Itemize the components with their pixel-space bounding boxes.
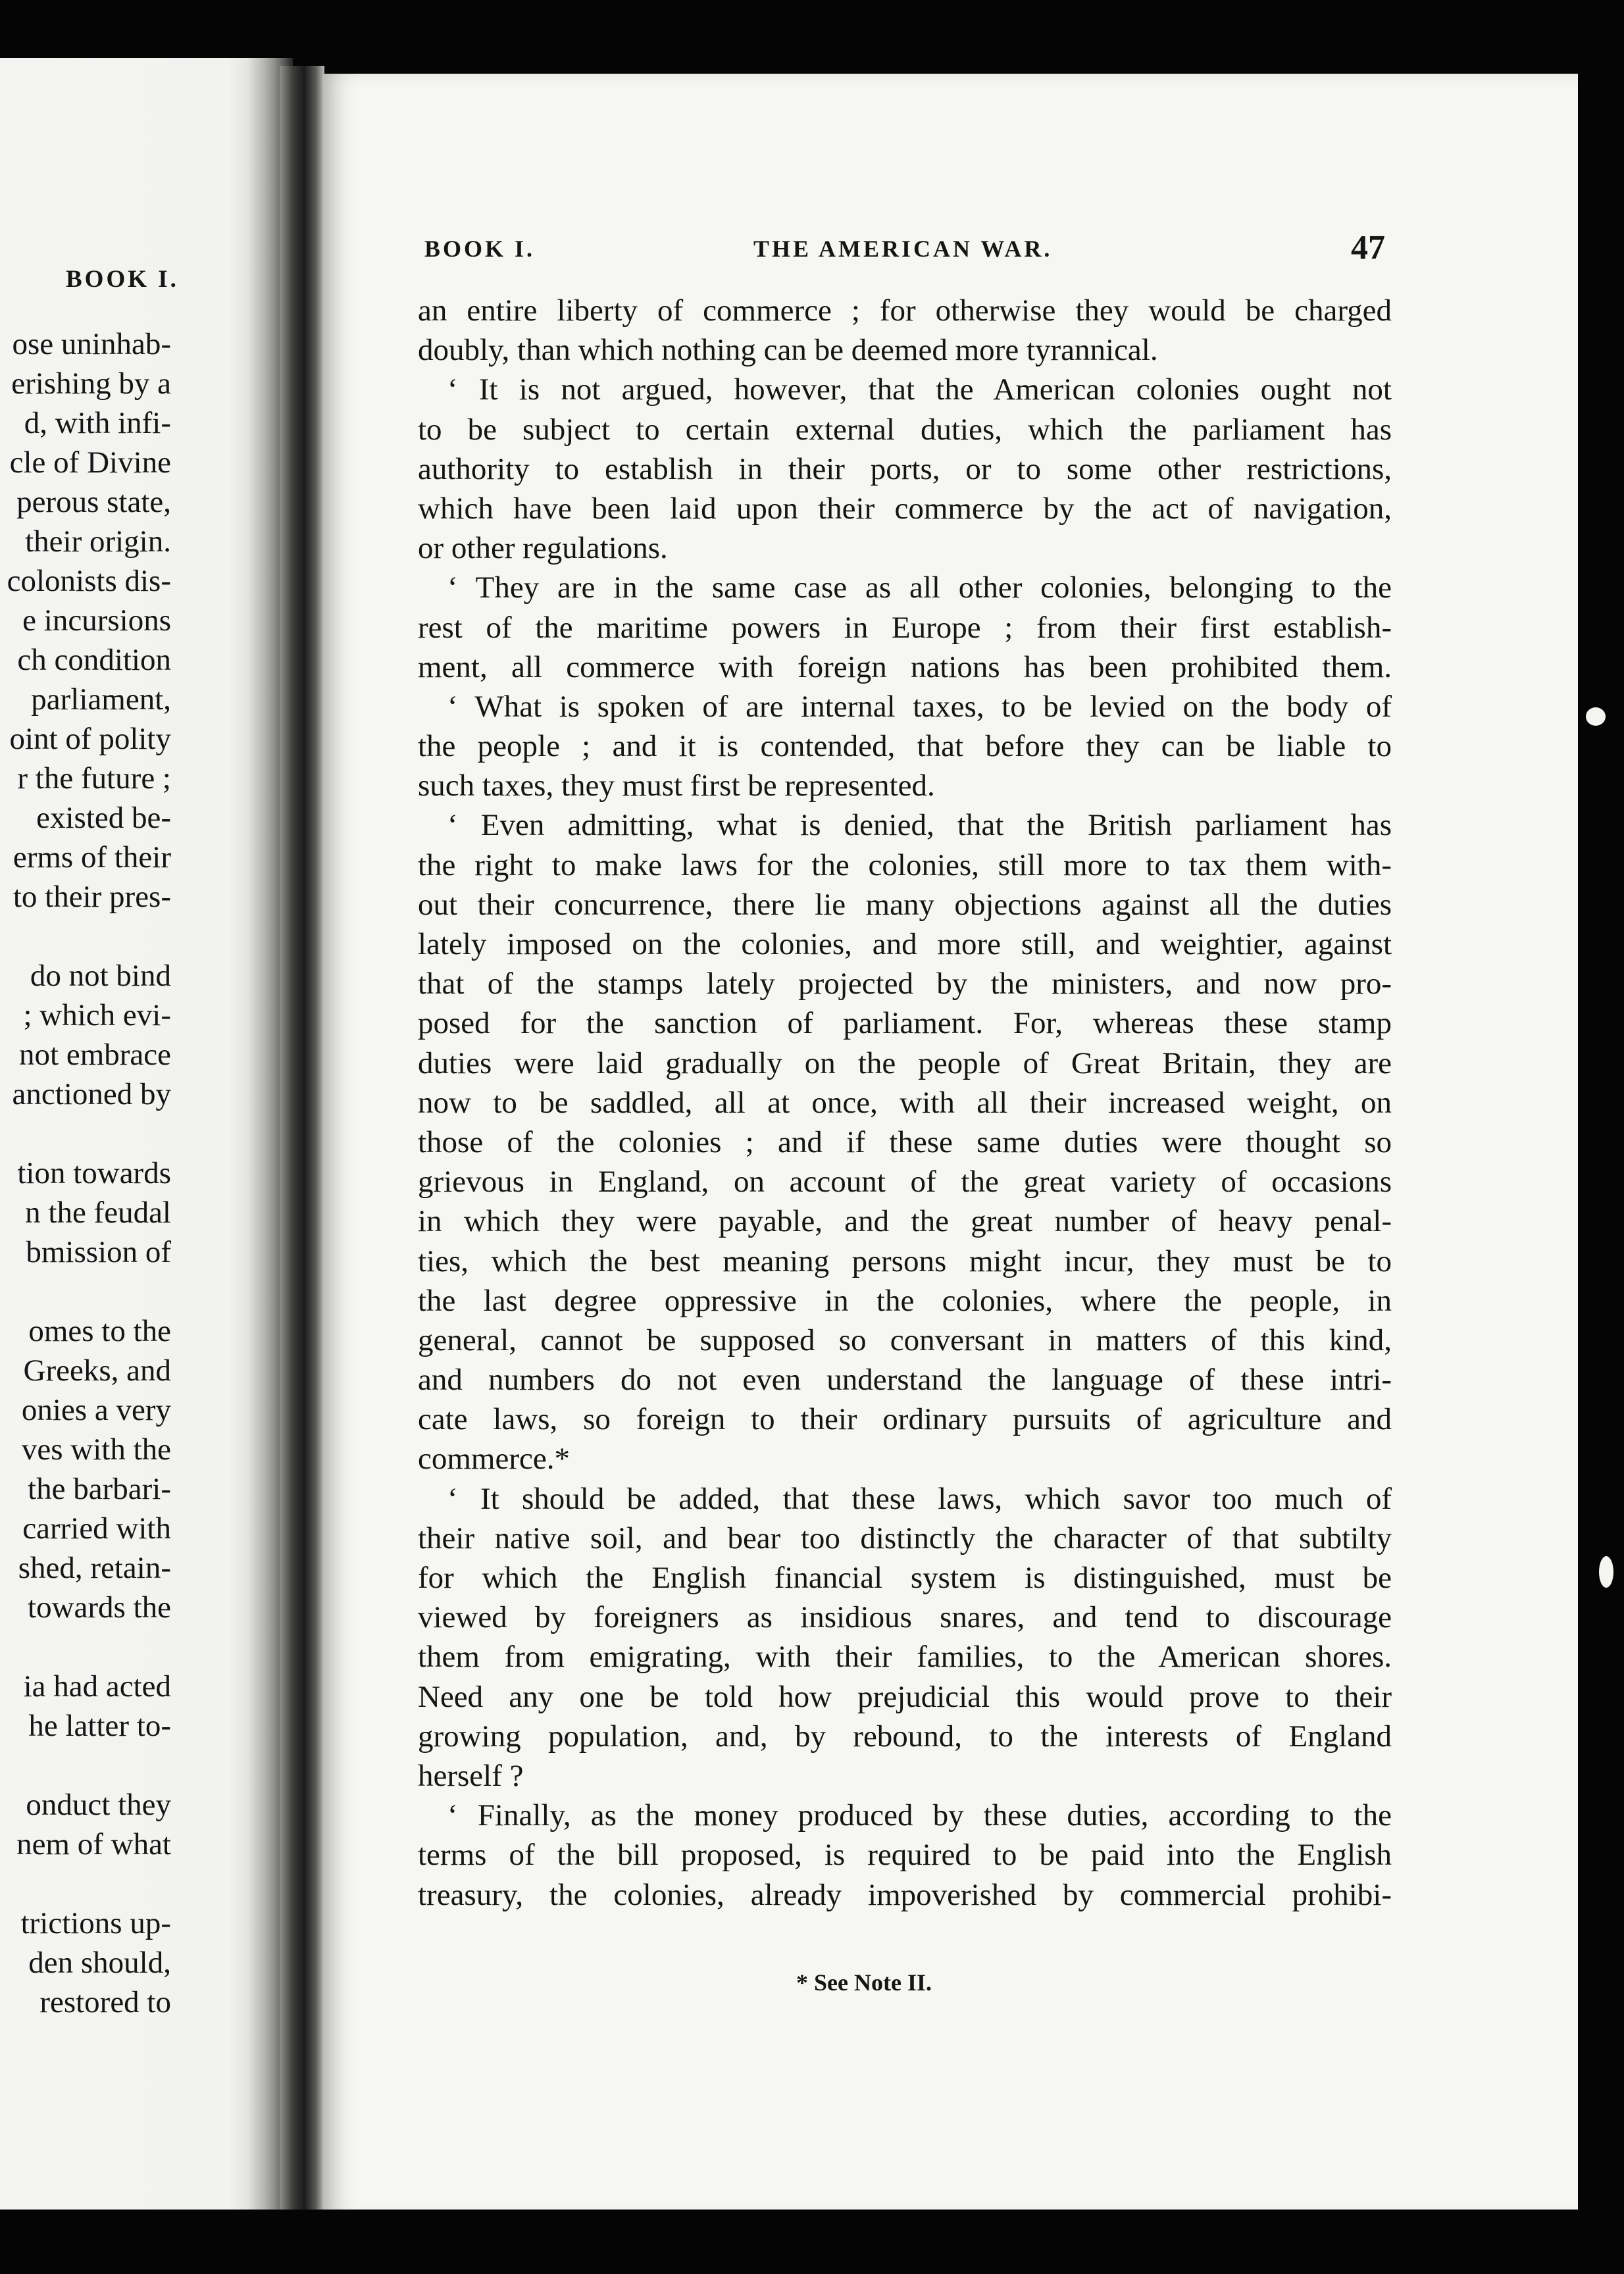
previous-page-line: bmission of bbox=[26, 1235, 171, 1269]
text-line: for which the English financial system is distinguished, must be bbox=[418, 1561, 1392, 1595]
text-line: authority to establish in their ports, or to some other restrictions, bbox=[418, 451, 1392, 486]
text-line: those of the colonies ; and if these same duties were thought so bbox=[418, 1124, 1392, 1159]
previous-page-line: ia had acted bbox=[23, 1669, 171, 1704]
previous-page-line bbox=[0, 1864, 171, 1904]
text-line: grievous in England, on account of the great variety of occasions bbox=[418, 1165, 1392, 1200]
previous-page-line: ves with the bbox=[21, 1432, 171, 1467]
text-line: them from emigrating, with their families, to the American shores. bbox=[418, 1640, 1392, 1675]
previous-page-line: colonists dis- bbox=[7, 564, 171, 598]
previous-page-line bbox=[0, 1746, 171, 1785]
text-line: such taxes, they must first be represented. bbox=[418, 769, 935, 803]
previous-page-line: nem of what bbox=[16, 1827, 171, 1861]
previous-page-line: d, with infi- bbox=[24, 406, 171, 440]
text-line: treasury, the colonies, already impoverished by commercial prohibi- bbox=[418, 1877, 1392, 1912]
text-line: rest of the maritime powers in Europe ; from their first establish- bbox=[418, 610, 1392, 645]
text-line: ment, all commerce with foreign nations has been prohibited them. bbox=[418, 649, 1392, 684]
previous-page-line: tion towards bbox=[17, 1156, 171, 1190]
text-line: Need any one be told how prejudicial this would prove to their bbox=[418, 1679, 1392, 1714]
previous-page-line: ose uninhab- bbox=[12, 327, 171, 361]
text-line: to be subject to certain external duties, which the parliament has bbox=[418, 412, 1392, 447]
running-head-title: THE AMERICAN WAR. bbox=[753, 236, 1053, 262]
text-line: terms of the bill proposed, is required to be paid into the English bbox=[418, 1838, 1392, 1873]
previous-page-line: anctioned by bbox=[12, 1077, 171, 1111]
previous-page-line: onies a very bbox=[21, 1393, 171, 1427]
text-line: doubly, than which nothing can be deemed more tyrannical. bbox=[418, 333, 1158, 368]
previous-page-line bbox=[0, 917, 171, 956]
page-body-text bbox=[418, 291, 1392, 1915]
scan-bottom-edge bbox=[0, 2210, 1624, 2274]
text-line: that of the stamps lately projected by the ministers, and now pro- bbox=[418, 967, 1392, 1001]
text-line: or other regulations. bbox=[418, 531, 668, 566]
running-head-book: BOOK I. bbox=[424, 236, 536, 262]
text-line: an entire liberty of commerce ; for otherwise they would be charged bbox=[418, 293, 1392, 328]
text-line: viewed by foreigners as insidious snares, and tend to discourage bbox=[418, 1600, 1392, 1635]
book-spine bbox=[280, 66, 324, 2211]
previous-page-line bbox=[0, 1272, 171, 1311]
previous-page-line: do not bind bbox=[30, 959, 171, 993]
text-line: commerce.* bbox=[418, 1442, 570, 1477]
previous-page-line: the barbari- bbox=[28, 1472, 171, 1506]
text-line: their native soil, and bear too distinctly the character of that subtilty bbox=[418, 1521, 1392, 1555]
text-line: out their concurrence, there lie many objections against all the duties bbox=[418, 887, 1392, 922]
previous-page-line: parliament, bbox=[31, 682, 171, 717]
text-line: the last degree oppressive in the colonies, where the people, in bbox=[418, 1283, 1392, 1318]
previous-page-line: carried with bbox=[22, 1511, 171, 1546]
scan-artifact bbox=[1599, 1556, 1613, 1588]
text-line: cate laws, so foreign to their ordinary pursuits of agriculture and bbox=[418, 1402, 1392, 1437]
previous-page-line: e incursions bbox=[22, 603, 171, 638]
text-line: duties were laid gradually on the people of Great Britain, they are bbox=[418, 1046, 1392, 1080]
previous-page-line: to their pres- bbox=[13, 880, 171, 914]
text-line: ties, which the best meaning persons might incur, they must be to bbox=[418, 1244, 1392, 1278]
text-line: ‘ It is not argued, however, that the American colonies ought not bbox=[447, 372, 1392, 407]
running-head bbox=[424, 228, 1385, 274]
footnote: * See Note II. bbox=[796, 1969, 932, 1996]
previous-page-line bbox=[0, 1627, 171, 1667]
text-line: ‘ Even admitting, what is denied, that the British parliament has bbox=[447, 808, 1392, 843]
current-page bbox=[322, 74, 1578, 2219]
previous-page-line: perous state, bbox=[16, 485, 171, 519]
previous-page-line: trictions up- bbox=[20, 1906, 171, 1940]
text-line: lately imposed on the colonies, and more still, and weightier, against bbox=[418, 927, 1392, 961]
text-line: ‘ What is spoken of are internal taxes, to be levied on the body of bbox=[447, 689, 1392, 724]
previous-page-line: den should, bbox=[28, 1946, 171, 1980]
previous-page-line: oint of polity bbox=[9, 722, 171, 756]
text-line: ‘ It should be added, that these laws, which savor too much of bbox=[447, 1481, 1392, 1516]
previous-page bbox=[0, 58, 293, 2210]
previous-page-line: shed, retain- bbox=[18, 1551, 171, 1585]
text-line: ‘ They are in the same case as all other colonies, belonging to the bbox=[447, 570, 1392, 605]
previous-page-line: ; which evi- bbox=[23, 998, 171, 1032]
text-line: general, cannot be supposed so conversant in matters of this kind, bbox=[418, 1323, 1392, 1357]
text-line: the right to make laws for the colonies, still more to tax them with- bbox=[418, 847, 1392, 882]
text-line: posed for the sanction of parliament. For, whereas these stamp bbox=[418, 1006, 1392, 1041]
text-line: which have been laid upon their commerce by the act of navigation, bbox=[418, 491, 1392, 526]
previous-page-line bbox=[0, 1114, 171, 1153]
text-line: herself ? bbox=[418, 1758, 524, 1793]
previous-page-line: onduct they bbox=[26, 1788, 171, 1822]
previous-page-line: n the feudal bbox=[25, 1196, 171, 1230]
previous-page-line: Greeks, and bbox=[23, 1353, 171, 1388]
previous-page-line: cle of Divine bbox=[9, 445, 171, 480]
previous-page-line: erms of their bbox=[13, 840, 171, 874]
previous-page-line: omes to the bbox=[28, 1314, 171, 1348]
text-line: and numbers do not even understand the language of these intri- bbox=[418, 1363, 1392, 1398]
previous-page-text-fragments bbox=[0, 324, 171, 2022]
page-number: 47 bbox=[1351, 229, 1385, 266]
previous-page-running-head: BOOK I. bbox=[66, 266, 179, 293]
text-line: now to be saddled, all at once, with all their increased weight, on bbox=[418, 1085, 1392, 1120]
text-line: the people ; and it is contended, that before they can be liable to bbox=[418, 729, 1392, 764]
previous-page-line: their origin. bbox=[25, 524, 171, 559]
text-line: in which they were payable, and the great number of heavy penal- bbox=[418, 1204, 1392, 1239]
previous-page-line: erishing by a bbox=[11, 366, 171, 401]
text-line: growing population, and, by rebound, to the interests of England bbox=[418, 1719, 1392, 1754]
scan-artifact bbox=[1586, 707, 1606, 726]
text-line: ‘ Finally, as the money produced by these duties, according to the bbox=[447, 1798, 1392, 1833]
previous-page-line: not embrace bbox=[19, 1038, 171, 1072]
previous-page-line: ch condition bbox=[17, 643, 171, 677]
previous-page-line: restored to bbox=[39, 1985, 171, 2019]
previous-page-line: r the future ; bbox=[17, 761, 171, 796]
previous-page-line: he latter to- bbox=[28, 1709, 171, 1743]
previous-page-line: towards the bbox=[28, 1590, 171, 1625]
previous-page-line: existed be- bbox=[36, 801, 171, 835]
